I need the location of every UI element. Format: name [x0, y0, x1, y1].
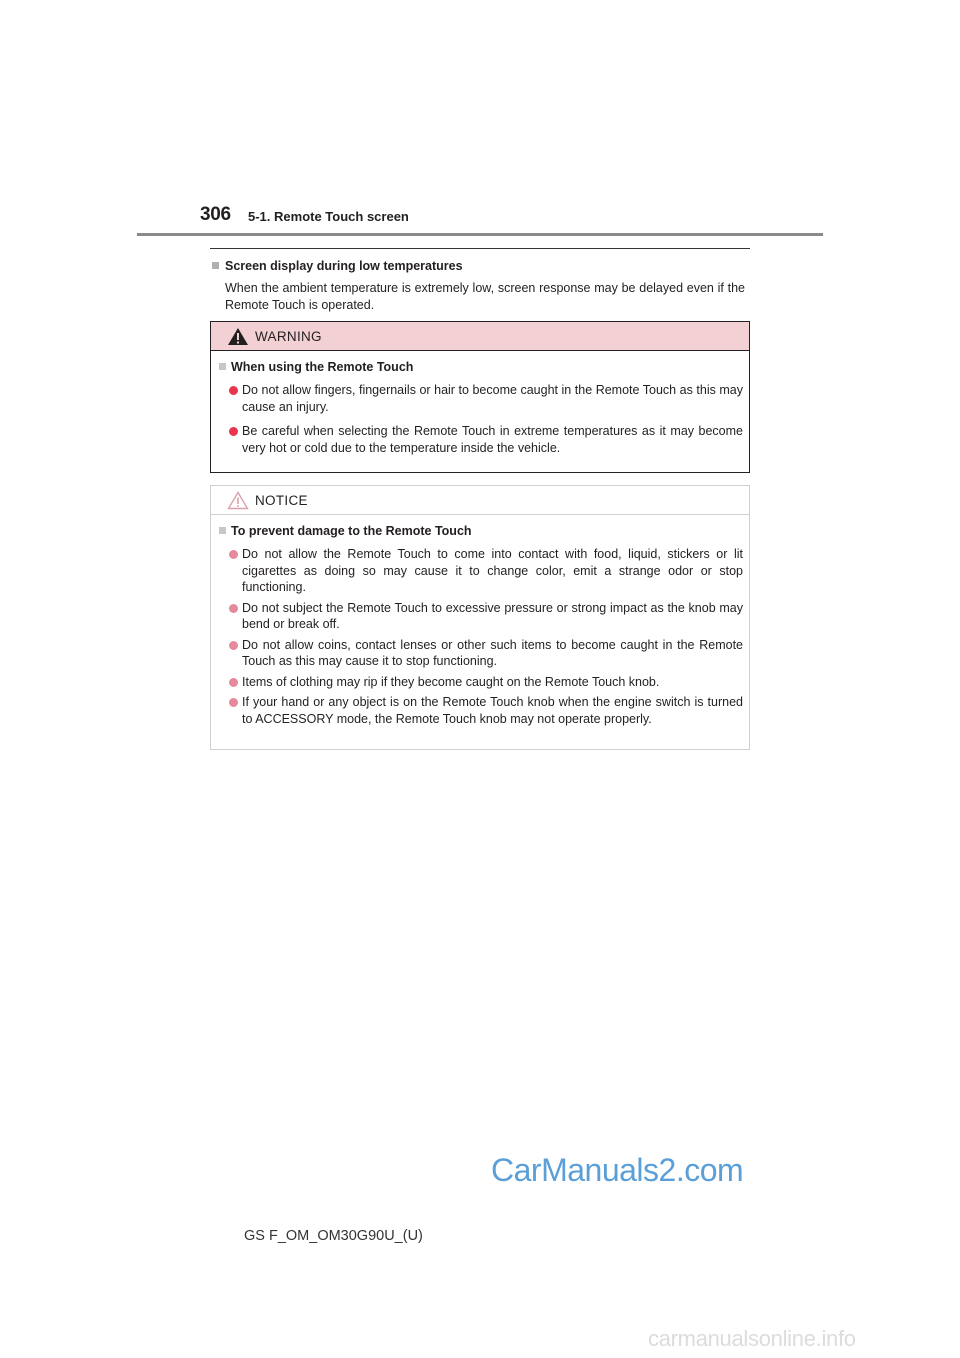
- warning-content: [211, 360, 749, 456]
- watermark-site: carmanualsonline.info: [648, 1326, 856, 1351]
- warning-header: [211, 322, 749, 351]
- intro-heading-text: Screen display during low temperatures: [225, 259, 463, 273]
- notice-item: [211, 546, 749, 596]
- notice-item-text: Do not allow coins, contact lenses or other such items to become caught in the Remote Touch as this may cause it to stop functioning.: [242, 637, 743, 668]
- round-bullet-icon: [229, 604, 238, 613]
- notice-item-text: Do not allow the Remote Touch to come into contact with food, liquid, stickers or lit cigarettes as doing so may cause it to change color, emit a strange odor or stop functioning.: [242, 547, 743, 594]
- notice-box: [210, 485, 750, 750]
- notice-header: [211, 486, 749, 515]
- section-title: 5-1. Remote Touch screen: [248, 209, 409, 224]
- warning-triangle-icon: [227, 327, 249, 346]
- notice-content: [211, 524, 749, 727]
- notice-item: [211, 600, 749, 633]
- warning-item: [211, 423, 749, 456]
- header-divider: [137, 233, 823, 236]
- round-bullet-icon: [229, 427, 238, 436]
- square-bullet-icon: [212, 262, 219, 269]
- notice-item-text: Items of clothing may rip if they become caught on the Remote Touch knob.: [242, 674, 660, 689]
- warning-subheading: [219, 360, 749, 378]
- intro-heading: [212, 259, 463, 273]
- section-divider: [210, 248, 750, 249]
- notice-subheading-text: To prevent damage to the Remote Touch: [231, 524, 472, 538]
- caution-triangle-icon: [227, 491, 249, 510]
- page-number: 306: [200, 204, 231, 225]
- notice-item-text: Do not subject the Remote Touch to excessive pressure or strong impact as the knob may bend or break off.: [242, 600, 743, 631]
- warning-item-text: Do not allow fingers, fingernails or hair to become caught in the Remote Touch as this may cause an injury.: [242, 383, 743, 414]
- warning-box: [210, 321, 750, 473]
- warning-item: [211, 382, 749, 415]
- warning-subheading-text: When using the Remote Touch: [231, 360, 414, 374]
- notice-subheading: [219, 524, 749, 542]
- warning-title: WARNING: [255, 329, 322, 344]
- notice-item-text: If your hand or any object is on the Remote Touch knob when the engine switch is turned to ACCESSORY mode, the Remote Touch knob may not operate properly.: [242, 695, 743, 726]
- notice-item: [211, 637, 749, 670]
- notice-item: [211, 674, 749, 691]
- round-bullet-icon: [229, 386, 238, 395]
- square-bullet-icon: [219, 363, 226, 370]
- round-bullet-icon: [229, 698, 238, 707]
- notice-title: NOTICE: [255, 493, 308, 508]
- notice-item: [211, 694, 749, 727]
- footer-document-code: GS F_OM_OM30G90U_(U): [244, 1228, 423, 1244]
- square-bullet-icon: [219, 527, 226, 534]
- watermark-logo: CarManuals2.com: [491, 1152, 744, 1188]
- round-bullet-icon: [229, 550, 238, 559]
- intro-body: When the ambient temperature is extremely low, screen response may be delayed even if the Remote Touch is operated.: [225, 281, 745, 312]
- round-bullet-icon: [229, 678, 238, 687]
- round-bullet-icon: [229, 641, 238, 650]
- warning-item-text: Be careful when selecting the Remote Touch in extreme temperatures as it may become very hot or cold due to the temperature inside the vehicle.: [242, 424, 743, 455]
